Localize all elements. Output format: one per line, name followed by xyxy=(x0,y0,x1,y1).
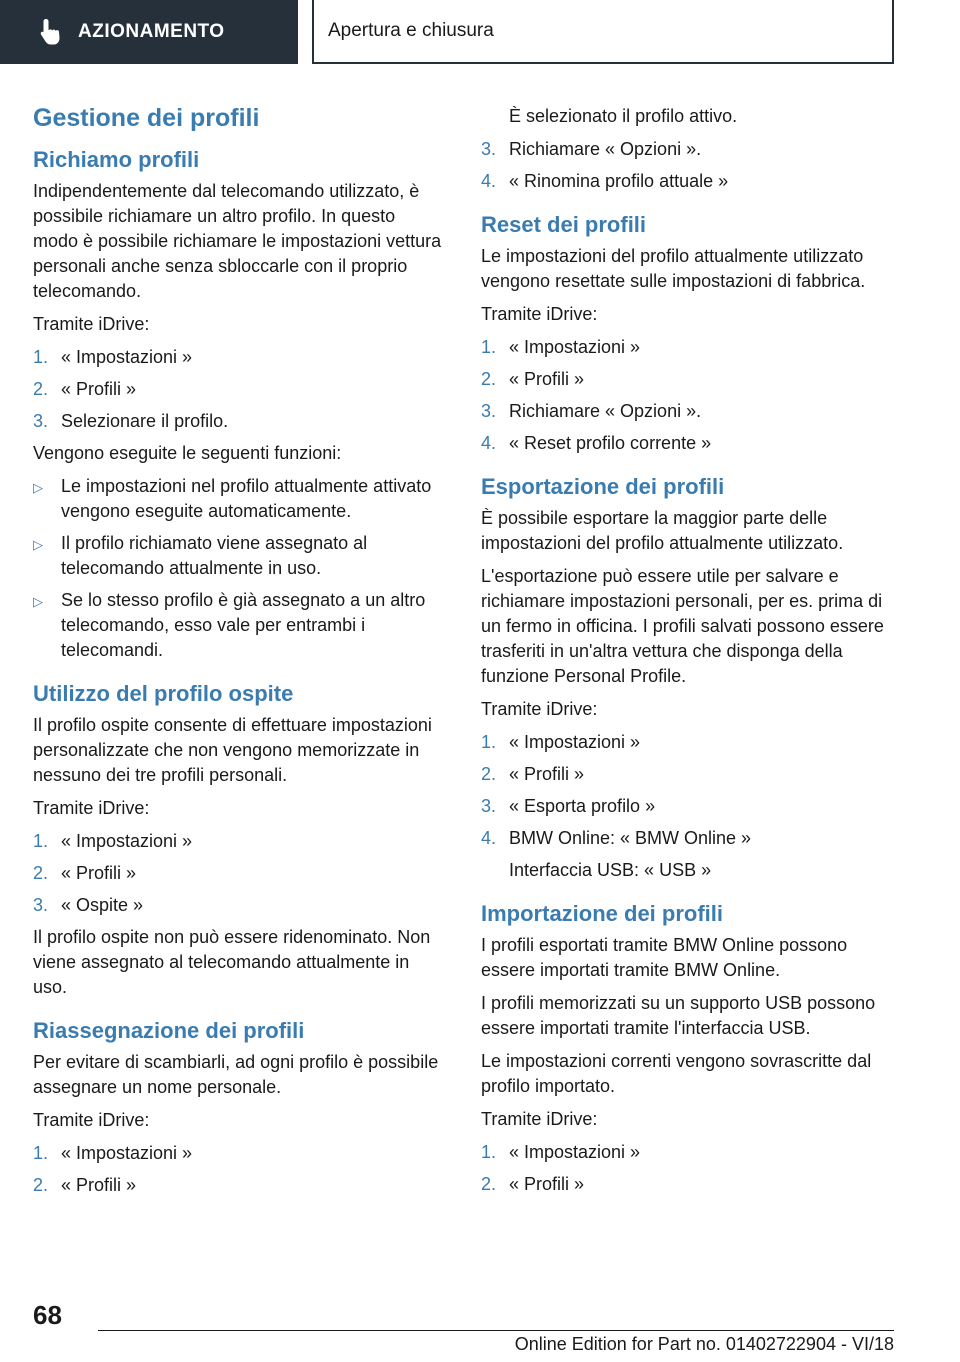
section-tab-label: AZIONAMENTO xyxy=(78,21,225,42)
step-text: Selezionare il profilo. xyxy=(61,411,229,431)
paragraph: È selezionato il profilo attivo. xyxy=(509,106,738,126)
step-number: 1. xyxy=(33,347,49,367)
left-column xyxy=(33,100,445,1216)
idrive-label: Tramite iDrive: xyxy=(33,314,150,334)
list-item xyxy=(33,1141,445,1166)
footer-divider xyxy=(98,1330,894,1331)
section-heading: Reset dei profili xyxy=(481,212,647,237)
list-item xyxy=(481,399,901,424)
paragraph: Il profilo ospite consente di effettuare impostazioni personalizzate che non vengono memorizzate in nessuno dei tre profili personali. xyxy=(33,715,432,785)
step-number: 2. xyxy=(33,379,49,399)
section-tab[interactable] xyxy=(0,0,298,64)
list-item xyxy=(33,861,445,886)
idrive-label: Tramite iDrive: xyxy=(33,1110,150,1130)
list-item xyxy=(481,1172,901,1197)
step-text: « Ospite » xyxy=(61,895,144,915)
steps-list xyxy=(33,345,445,434)
step-number: 2. xyxy=(33,1175,49,1195)
step-number: 3. xyxy=(481,796,497,816)
step-number: 4. xyxy=(481,171,497,191)
list-item xyxy=(481,762,901,787)
paragraph: L'esportazione può essere utile per salvare e richiamare impostazioni personali, per es. prima di un fermo in officina. I profili salvati possono essere trasferiti in un'altra vettura che disponga della funzione Personal Profile. xyxy=(481,566,884,686)
step-number: 3. xyxy=(33,411,49,431)
step-number: 1. xyxy=(481,732,497,752)
step-number: 4. xyxy=(481,828,497,848)
list-item xyxy=(481,367,901,392)
list-item xyxy=(33,893,445,918)
step-text: BMW Online: « BMW Online » xyxy=(509,828,752,848)
section-esportazione xyxy=(481,474,901,883)
step-text: « Esporta profilo » xyxy=(509,796,656,816)
list-item xyxy=(481,335,901,360)
triangle-bullet-icon: ▷ xyxy=(33,480,43,495)
steps-list xyxy=(481,335,901,456)
bullet-text: Se lo stesso profilo è già assegnato a un altro telecomando, esso vale per entrambi i telecomandi. xyxy=(61,590,426,660)
page-header xyxy=(0,0,960,66)
step-number: 2. xyxy=(481,764,497,784)
paragraph: Interfaccia USB: « USB » xyxy=(509,860,712,880)
step-text: « Impostazioni » xyxy=(509,1142,641,1162)
steps-list xyxy=(33,1141,445,1198)
list-item xyxy=(481,730,901,755)
step-text: Richiamare « Opzioni ». xyxy=(509,401,702,421)
section-heading: Utilizzo del profilo ospite xyxy=(33,681,294,706)
triangle-bullet-icon: ▷ xyxy=(33,594,43,609)
step-number: 3. xyxy=(481,139,497,159)
list-item xyxy=(33,377,445,402)
list-item xyxy=(33,531,445,581)
step-number: 2. xyxy=(33,863,49,883)
step-text: « Impostazioni » xyxy=(61,347,193,367)
step-number: 1. xyxy=(33,831,49,851)
section-heading: Importazione dei profili xyxy=(481,901,724,926)
paragraph: I profili esportati tramite BMW Online possono essere importati tramite BMW Online. xyxy=(481,935,848,980)
step-text: « Profili » xyxy=(61,379,137,399)
idrive-label: Tramite iDrive: xyxy=(33,798,150,818)
paragraph: È possibile esportare la maggior parte delle impostazioni del profilo attualmente utilizzato. xyxy=(481,508,844,553)
steps-list xyxy=(481,1140,901,1197)
paragraph: Per evitare di scambiarli, ad ogni profilo è possibile assegnare un nome personale. xyxy=(33,1052,439,1097)
list-item xyxy=(481,169,901,194)
section-importazione xyxy=(481,901,901,1197)
edition-text: Online Edition for Part no. 01402722904 - VI/18 xyxy=(514,1334,894,1354)
step-text: « Profili » xyxy=(509,369,585,389)
steps-list xyxy=(33,829,445,918)
step-number: 3. xyxy=(481,401,497,421)
bullet-text: Il profilo richiamato viene assegnato al telecomando attualmente in uso. xyxy=(61,533,368,578)
section-heading: Esportazione dei profili xyxy=(481,474,725,499)
section-heading: Richiamo profili xyxy=(33,147,200,172)
bullet-list xyxy=(33,474,445,663)
list-item xyxy=(481,1140,901,1165)
paragraph: Vengono eseguite le seguenti funzioni: xyxy=(33,443,342,463)
section-reset-profili xyxy=(481,212,901,456)
section-riassegnazione xyxy=(33,1018,445,1198)
page-number: 68 xyxy=(33,1300,62,1330)
step-text: « Profili » xyxy=(61,1175,137,1195)
continued-steps xyxy=(481,104,901,194)
paragraph: I profili memorizzati su un supporto USB possono essere importati tramite l'interfaccia USB. xyxy=(481,993,876,1038)
step-text: « Impostazioni » xyxy=(509,337,641,357)
step-number: 1. xyxy=(481,1142,497,1162)
list-item xyxy=(33,474,445,524)
paragraph: Indipendentemente dal telecomando utilizzato, è possibile richiamare un altro profilo. In questo modo è possibile richiamare le impostazioni vettura personali anche senza sbloccarle con il proprio telecomando. xyxy=(33,181,442,301)
step-number: 1. xyxy=(33,1143,49,1163)
step-number: 1. xyxy=(481,337,497,357)
idrive-label: Tramite iDrive: xyxy=(481,1109,598,1129)
list-item xyxy=(33,829,445,854)
step-text: « Profili » xyxy=(509,1174,585,1194)
step-text: Richiamare « Opzioni ». xyxy=(509,139,702,159)
list-item xyxy=(33,345,445,370)
list-item xyxy=(33,409,445,434)
chapter-tab-label: Apertura e chiusura xyxy=(328,20,494,41)
steps-list xyxy=(481,730,901,851)
step-text: « Profili » xyxy=(509,764,585,784)
list-item xyxy=(481,137,901,162)
steps-list xyxy=(481,137,901,194)
list-item xyxy=(481,826,901,851)
paragraph: Le impostazioni del profilo attualmente utilizzato vengono resettate sulle impostazioni di fabbrica. xyxy=(481,246,866,291)
step-number: 2. xyxy=(481,369,497,389)
step-text: « Impostazioni » xyxy=(61,1143,193,1163)
step-text: « Profili » xyxy=(61,863,137,883)
step-number: 2. xyxy=(481,1174,497,1194)
step-number: 4. xyxy=(481,433,497,453)
paragraph: Il profilo ospite non può essere ridenominato. Non viene assegnato al telecomando attualmente in uso. xyxy=(33,927,431,997)
paragraph: Le impostazioni correnti vengono sovrascritte dal profilo importato. xyxy=(481,1051,872,1096)
step-text: « Impostazioni » xyxy=(509,732,641,752)
section-richiamo-profili xyxy=(33,147,445,663)
hand-pointer-icon xyxy=(38,17,64,47)
list-item xyxy=(481,794,901,819)
step-text: « Impostazioni » xyxy=(61,831,193,851)
idrive-label: Tramite iDrive: xyxy=(481,304,598,324)
list-item xyxy=(481,431,901,456)
chapter-tab[interactable] xyxy=(312,0,894,64)
section-profilo-ospite xyxy=(33,681,445,1000)
step-text: « Rinomina profilo attuale » xyxy=(509,171,729,191)
bullet-text: Le impostazioni nel profilo attualmente attivato vengono eseguite automaticamente. xyxy=(61,476,432,521)
page-title: Gestione dei profili xyxy=(33,104,260,132)
idrive-label: Tramite iDrive: xyxy=(481,699,598,719)
triangle-bullet-icon: ▷ xyxy=(33,537,43,552)
step-number: 3. xyxy=(33,895,49,915)
section-heading: Riassegnazione dei profili xyxy=(33,1018,305,1043)
list-item xyxy=(33,588,445,663)
right-column xyxy=(481,100,901,1215)
step-text: « Reset profilo corrente » xyxy=(509,433,712,453)
list-item xyxy=(33,1173,445,1198)
